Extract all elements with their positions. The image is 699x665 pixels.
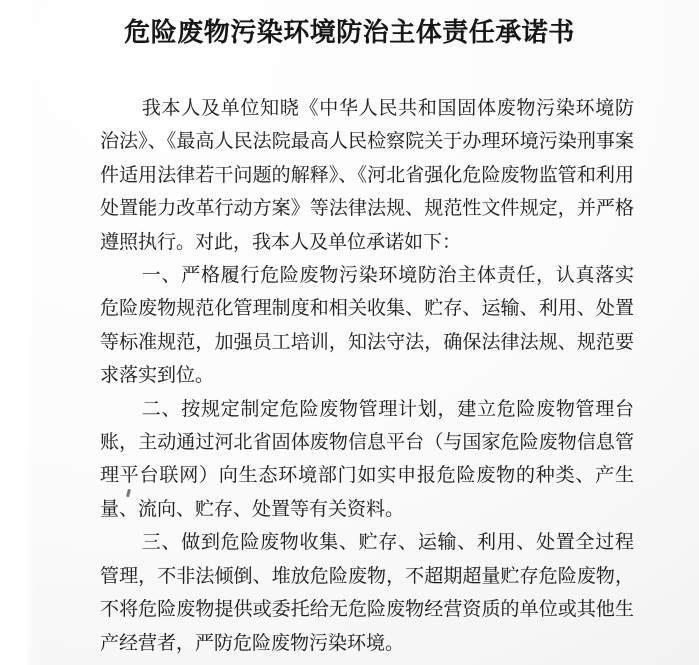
document-body bbox=[100, 92, 634, 660]
paragraph-item-3: 三、做到危险废物收集、贮存、运输、利用、处置全过程管理，不非法倾倒、堆放危险废物，不超期超量贮存危险废物，不将危险废物提供或委托给无危险废物经营资质的单位或其他生产经营者，严防危险废物污染环境。 bbox=[100, 532, 634, 654]
paragraph-item-2: 二、按规定制定危险废物管理计划，建立危险废物管理台账，主动通过河北省固体废物信息平台（与国家危险废物信息管理平台联网）向生态环境部门如实申报危险废物的种类、产生量、流向、贮存、处置等有关资料。 bbox=[100, 398, 634, 520]
document-title: 危险废物污染环境防治主体责任承诺书 bbox=[124, 18, 575, 47]
paragraph-intro: 我本人及单位知晓《中华人民共和国固体废物污染环境防治法》、《最高人民法院最高人民检察院关于办理环境污染刑事案件适用法律若干问题的解释》、《河北省强化危险废物监管和利用处置能力改革行动方案》等法律法规、规范性文件规定，并严格遵照执行。对此，我本人及单位承诺如下： bbox=[100, 98, 634, 253]
paragraph-item-1: 一、严格履行危险废物污染环境防治主体责任，认真落实危险废物规范化管理制度和相关收集、贮存、运输、利用、处置等标准规范，加强员工培训，知法守法，确保法律法规、规范要求落实到位。 bbox=[100, 265, 634, 387]
